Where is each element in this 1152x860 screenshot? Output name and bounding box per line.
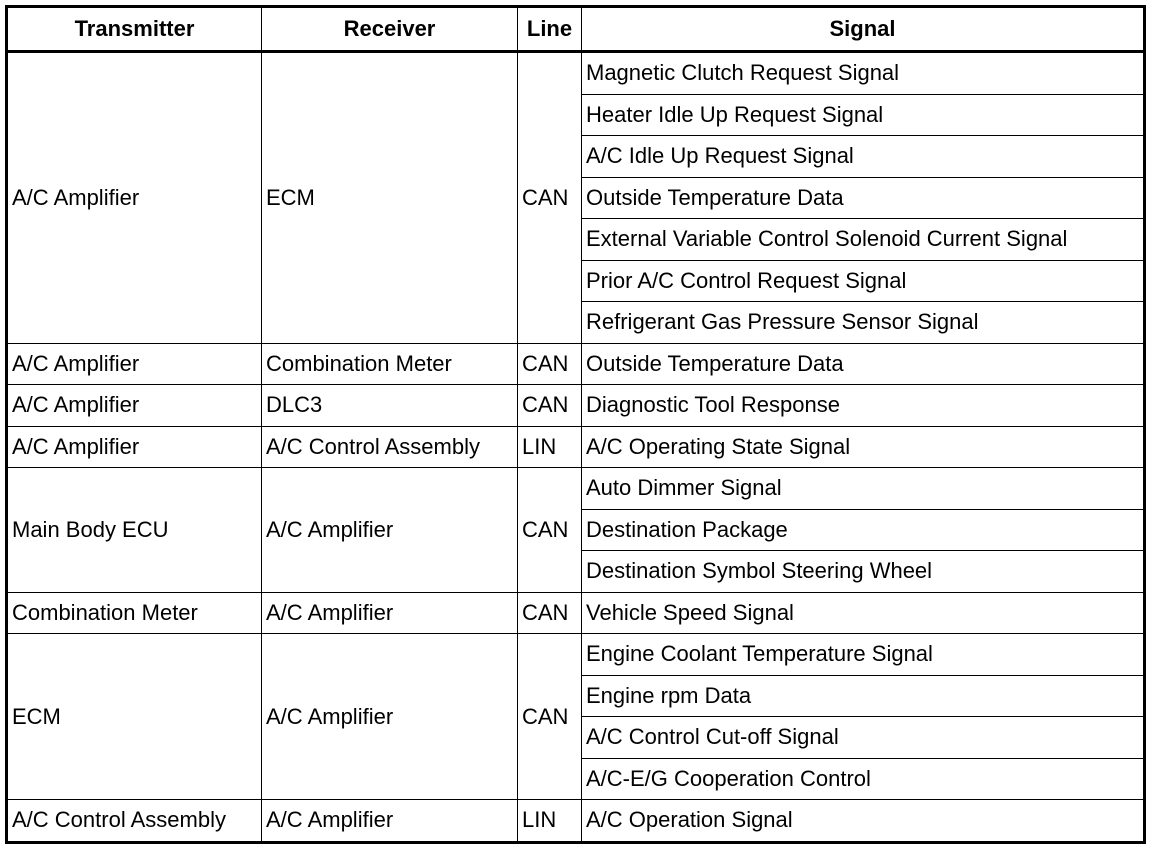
table-row [7,634,1145,676]
signal-cell: Outside Temperature Data [582,343,1145,385]
signal-cell: A/C Control Cut-off Signal [582,717,1145,759]
signal-cell: Refrigerant Gas Pressure Sensor Signal [582,302,1145,344]
line-cell: CAN [518,592,582,634]
receiver-cell: A/C Amplifier [262,468,518,593]
communication-table [5,5,1146,844]
line-cell: CAN [518,52,582,344]
receiver-cell: A/C Amplifier [262,592,518,634]
receiver-cell: DLC3 [262,385,518,427]
line-cell: CAN [518,468,582,593]
signal-cell: Destination Package [582,509,1145,551]
transmitter-cell: A/C Amplifier [7,426,262,468]
signal-cell: A/C Operation Signal [582,800,1145,843]
transmitter-column-header: Transmitter [7,7,262,52]
line-cell: LIN [518,800,582,843]
signal-cell: Heater Idle Up Request Signal [582,94,1145,136]
transmitter-cell: Combination Meter [7,592,262,634]
receiver-cell: A/C Amplifier [262,800,518,843]
receiver-cell: A/C Control Assembly [262,426,518,468]
table-row [7,592,1145,634]
signal-column-header: Signal [582,7,1145,52]
transmitter-cell: A/C Amplifier [7,385,262,427]
signal-cell: Destination Symbol Steering Wheel [582,551,1145,593]
line-cell: CAN [518,343,582,385]
signal-cell: External Variable Control Solenoid Current Signal [582,219,1145,261]
signal-cell: A/C-E/G Cooperation Control [582,758,1145,800]
table-row [7,385,1145,427]
line-cell: CAN [518,634,582,800]
signal-cell: Engine rpm Data [582,675,1145,717]
signal-cell: A/C Idle Up Request Signal [582,136,1145,178]
transmitter-cell: A/C Amplifier [7,343,262,385]
transmitter-cell: A/C Amplifier [7,52,262,344]
signal-cell: Auto Dimmer Signal [582,468,1145,510]
signal-cell: Magnetic Clutch Request Signal [582,52,1145,95]
table-row [7,52,1145,95]
signal-cell: Prior A/C Control Request Signal [582,260,1145,302]
signal-cell: A/C Operating State Signal [582,426,1145,468]
signal-cell: Engine Coolant Temperature Signal [582,634,1145,676]
table-row [7,800,1145,843]
table-row [7,426,1145,468]
transmitter-cell: Main Body ECU [7,468,262,593]
table-row [7,343,1145,385]
table-body [7,52,1145,843]
line-cell: CAN [518,385,582,427]
signal-cell: Vehicle Speed Signal [582,592,1145,634]
receiver-column-header: Receiver [262,7,518,52]
receiver-cell: A/C Amplifier [262,634,518,800]
transmitter-cell: A/C Control Assembly [7,800,262,843]
signal-cell: Diagnostic Tool Response [582,385,1145,427]
signal-cell: Outside Temperature Data [582,177,1145,219]
line-column-header: Line [518,7,582,52]
table-row [7,468,1145,510]
table-header [7,7,1145,52]
receiver-cell: ECM [262,52,518,344]
line-cell: LIN [518,426,582,468]
receiver-cell: Combination Meter [262,343,518,385]
header-row [7,7,1145,52]
transmitter-cell: ECM [7,634,262,800]
